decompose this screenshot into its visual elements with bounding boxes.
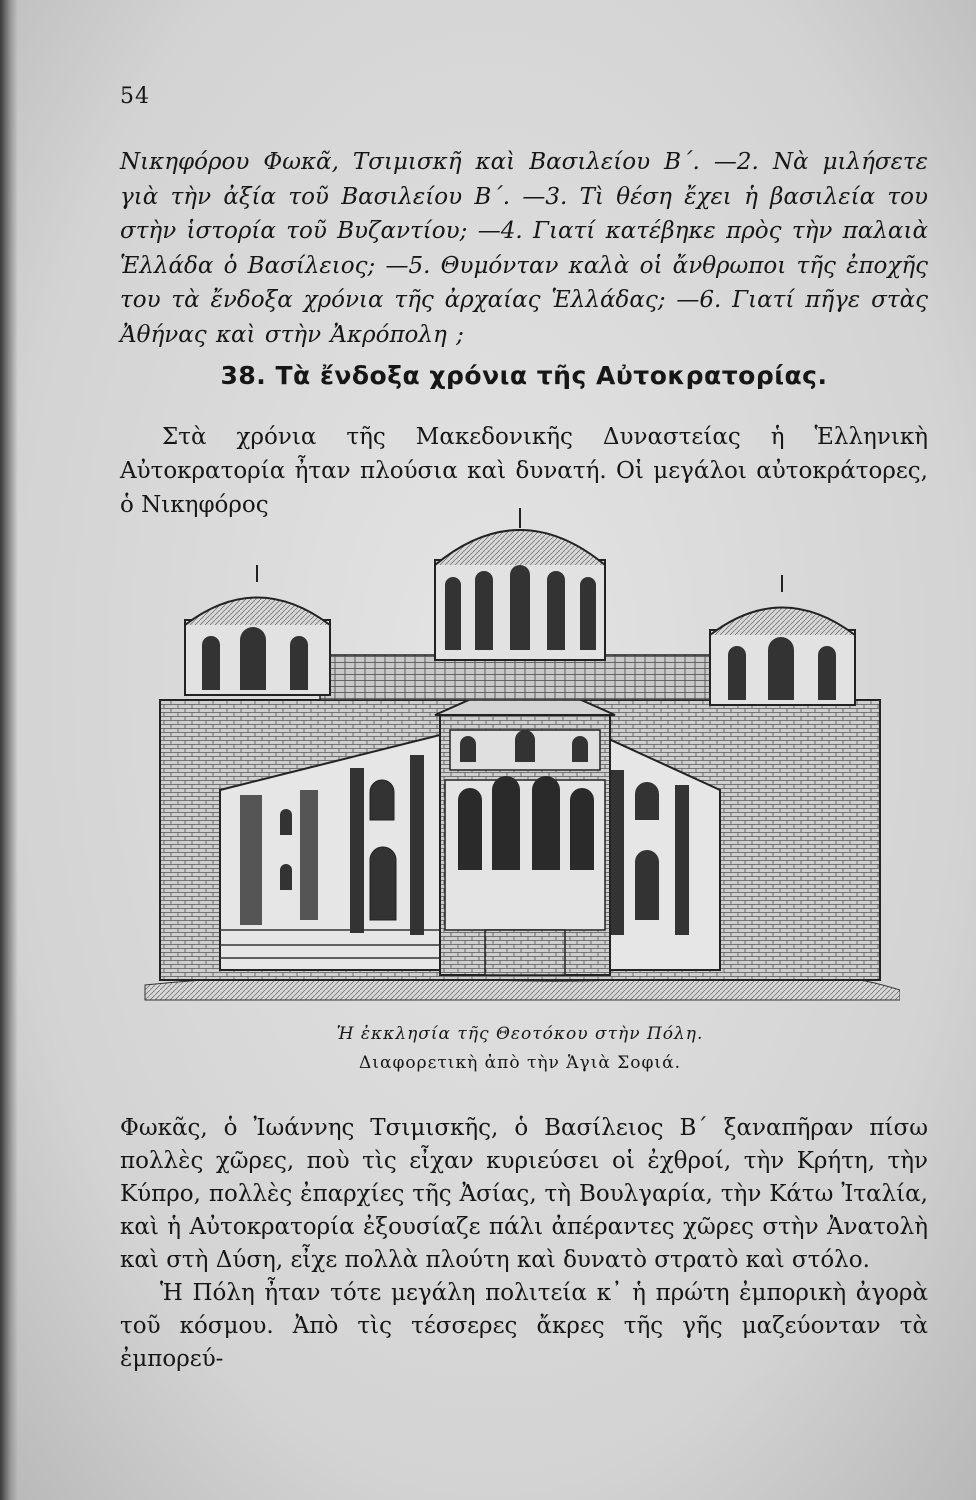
- church-illustration: [140, 500, 900, 1020]
- review-questions: Νικηφόρου Φωκᾶ, Τσιμισκῆ καὶ Βασιλείου Β΄. —2. Νὰ μιλήσετε γιὰ τὴν ἀξία τοῦ Βασιλείου Β΄. —3. Τὶ θέση ἔχει ἡ βασιλεία του στὴν ἱστορία τοῦ Βυζαντίου; —4. Γιατί κατέβηκε πρὸς τὴν παλαιὰ Ἑλλάδα ὁ Βασίλειος; —5. Θυμόνταν καλὰ οἱ ἄνθρωποι τῆς ἐποχῆς του τὰ ἔνδοξα χρόνια τῆς ἀρχαίας Ἑλλάδας; —6. Γιατί πῆγε στὰς Ἀθήνας καὶ στὴν Ἀκρόπολη ;: [120, 149, 928, 348]
- page-edge-shadow: [0, 0, 18, 1500]
- paragraph-conquests: Φωκᾶς, ὁ Ἰωάννης Τσιμισκῆς, ὁ Βασίλειος Β΄ ξαναπῆραν πίσω πολλὲς χῶρες, ποὺ τὶς εἶχαν κυριεύσει οἱ ἐχθροί, τὴν Κρήτη, τὴν Κύπρο, πολλὲς ἐπαρχίες τῆς Ἀσίας, τὴ Βουλγαρία, τὴν Κάτω Ἰταλία, καὶ ἡ Αὐτοκρατορία ἐξουσίαζε πάλι ἀπέραντες χῶρες στὴν Ἀνατολὴ καὶ στὴ Δύση, εἶχε πολλὰ πλούτη καὶ δυνατὸ στρατὸ καὶ στόλο.: [120, 1115, 928, 1273]
- main-text: [120, 1112, 928, 1376]
- figure-caption-title: Ἡ ἐκκλησία τῆς Θεοτόκου στὴν Πόλη.: [336, 1024, 704, 1044]
- page-number: 54: [120, 84, 150, 109]
- paragraph-city: Ἡ Πόλη ἦταν τότε μεγάλη πολιτεία κ᾿ ἡ πρώτη ἐμπορικὴ ἀγορὰ τοῦ κόσμου. Ἀπὸ τὶς τέσσερες ἄκρες τῆς γῆς μαζεύονταν τὰ ἐμπορεύ-: [120, 1280, 928, 1372]
- paragraph-intro: Στὰ χρόνια τῆς Μακεδονικῆς Δυναστείας ἡ Ἑλληνικὴ Αὐτοκρατορία ἦταν πλούσια καὶ δυνατή. Οἱ μεγάλοι αὐτοκράτορες, ὁ Νικηφόρος: [120, 424, 928, 518]
- figure-caption-subtitle: Διαφορετικὴ ἀπὸ τὴν Ἁγιὰ Σοφιά.: [359, 1053, 681, 1073]
- section-heading: 38. Τὰ ἔνδοξα χρόνια τῆς Αὐτοκρατορίας.: [220, 361, 828, 390]
